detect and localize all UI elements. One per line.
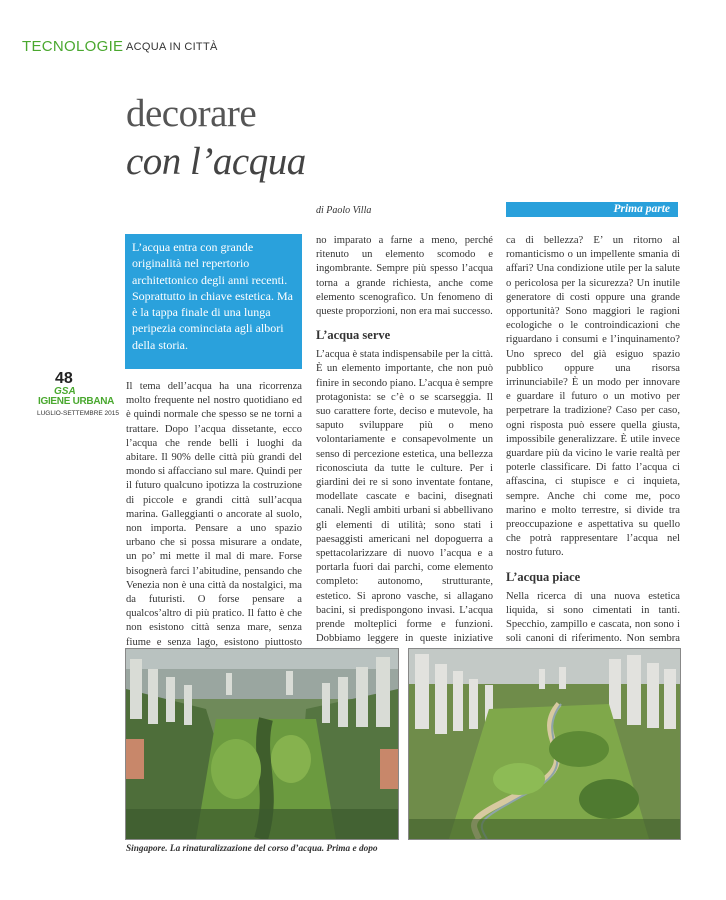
article-title-line2: con l’acqua [126,140,306,183]
part-banner [506,202,678,217]
photo-after [408,648,681,840]
text-column-3 [506,234,680,689]
part-label: Prima parte [613,203,670,215]
magazine-name: IGIENE URBANA [38,396,115,407]
paragraph: ca di bellezza? E’ un ritorno al romanticismo o un impellente smania di affari? Una condizione utile per la salute o pericolosa per la sicurezza? Un inutile generatore di costi oppure una grande opportunità? Sono maggiori le ragioni ecologiche o le controindicazioni che riguardano i consumi e l’inquinamento? Uno spreco del già esiguo spazio pubblico oppure una risorsa irrinunciabile? È un modo per innovare e guardare il futuro o un motivo per perpetrare la tradizione? Caso per caso, ogni risposta può essere quella giusta, impossibile generalizzare. È utile invece guardare più da vicino le varie realtà per poterle classificare. Di fatto l’acqua ci affascina, ci stupisce e ci inquieta, sempre. Anche chi come me, poco marino e molto terrestre, si divide tra preoccupazione e aspettativa su quello che potrà rappresentare l’acqua nel nostro futuro. [506,235,680,559]
paragraph: no imparato a farne a meno, perché ritenuto un elemento scomodo e ingombrante. Sempre più spesso l’acqua torna a grande richiesta, anche come elemento scenografico. Un fenomeno di queste proporzioni, non era mai successo. [316,235,493,318]
magazine-brand: GSA [54,386,76,397]
subheading: L’acqua serve [316,328,391,343]
text-column-2 [316,234,493,661]
lead-box [125,234,302,369]
subheading: L’acqua piace [506,569,581,584]
photo-before [125,648,399,840]
paragraph: L’acqua è stata indispensabile per la città. È un elemento importante, che non può finire in secondo piano. L’acqua è sempre protagonista: se c’è o se scarseggia. Il suo carattere forte, deciso e mutevole, ha saputo sviluppare più o meno volontariamente e consapevolmente un senso di percezione estetica, una bellezza riconosciuta da tutte le culture. Per i giardini dei re si sono inventate fontane, modellate cascate e bacini, disegnati canali. Negli ambiti urbani si abbellivano gli elementi di utilità; sono stati i paesaggisti americani nel dopoguerra a spettacolarizzare di nuovo l’acqua e a portarla fuori dai parchi, come elemento completo: autonomo, strutturante, estetico. Si aprono vasche, si allagano bacini, si predispongono invasi. L’acqua prende molteplici forme e funzioni. Dobbiamo leggere in queste iniziative [316,349,493,645]
paragraph: Nella ricerca di una nuova estetica liquida, si sono cimentati in tanti. Specchio, zampillo e cascata, non sono i soli canoni di riferimento. Non sembra [506,590,680,645]
lead-text: L’acqua entra con grande originalità nel repertorio architettonico degli anni recenti. Soprattutto in chiave estetica. Ma è la tappa finale di una lunga peripezia cominciata agli albori della storia. [132,240,293,352]
article-title-line1: decorare [126,92,257,135]
page-number: 48 [55,370,73,387]
magazine-issue: LUGLIO-SETTEMBRE 2015 [37,410,119,417]
paragraph: Il tema dell’acqua ha una ricorrenza molto frequente nel nostro quotidiano ed è quindi normale che spesso se ne torni a trattare. Dopo l’acqua dissetante, ecco l’acqua che rende belli i luoghi da abitare. Il 90% delle città più grandi del mondo si affacciano sul mare. Quindi per il futuro qualcuno ipotizza la costruzione di piccole e grandi città sull’acqua marina. Galleggianti o ancorate al suolo, non importa. Pensare a uno spazio urbano che si possa misurare a ondate, un po’ mi mette il mal di mare. Forse bisognerà farci l’abitudine, pensando che Venezia non è una città da nostalgici, ma da futuristi. O forse pensare a qualcos’altro di più pratico. Il fatto è che non esistono città senza mare, senza fiume e senza lago, esistono piuttosto [126,381,302,648]
photo-caption: Singapore. La rinaturalizzazione del corso d’acqua. Prima e dopo [126,844,378,854]
section-label: TECNOLOGIE [22,38,124,55]
byline: di Paolo Villa [316,205,372,216]
topic-label: ACQUA IN CITTÀ [126,41,218,53]
text-column-1 [126,380,302,664]
